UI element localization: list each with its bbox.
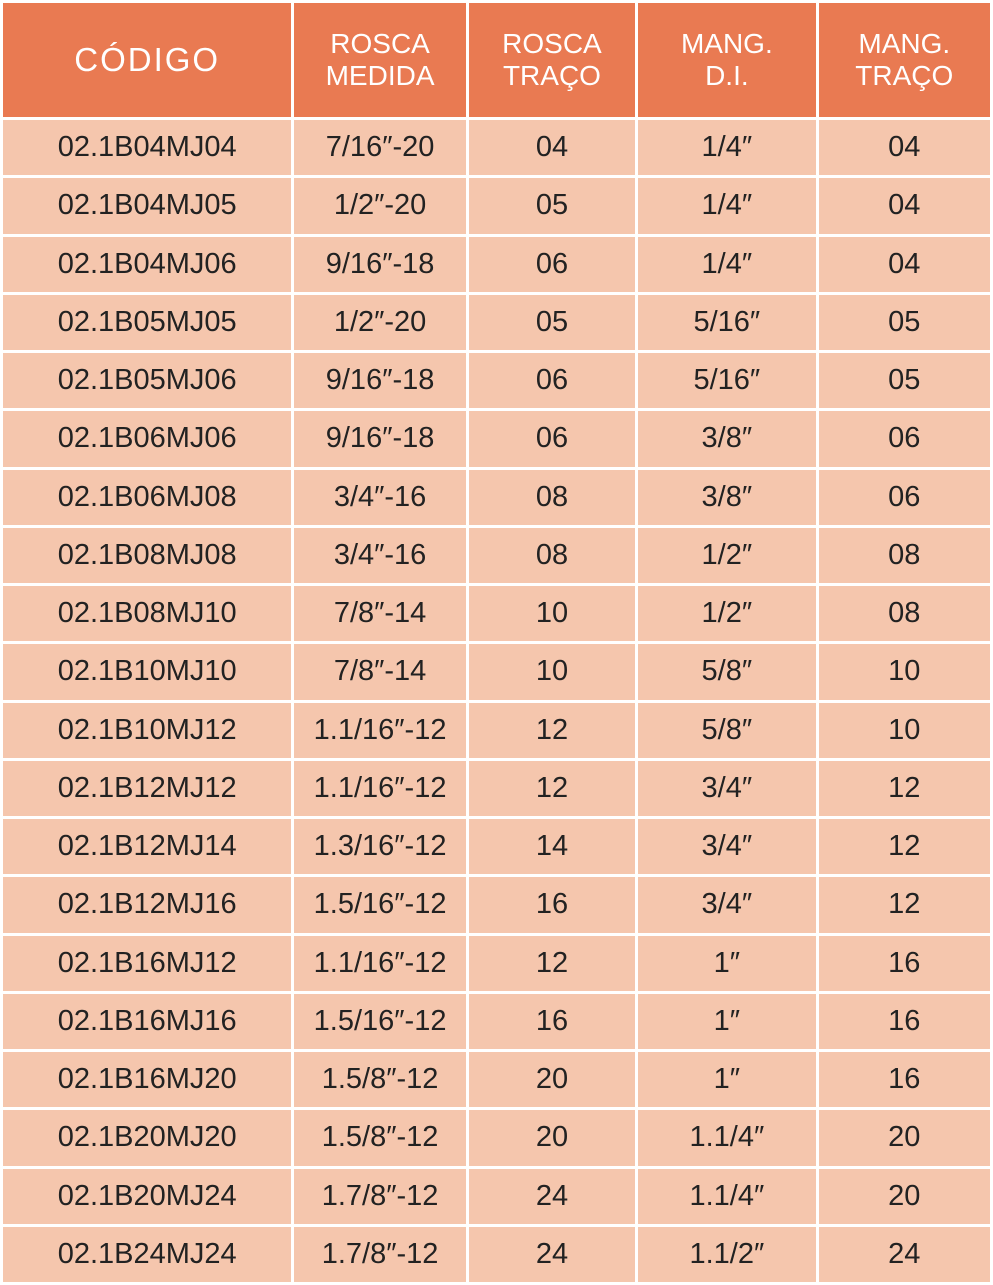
cell-rosca-traco: 24 [469,1169,635,1224]
cell-mang-di: 5/8″ [638,644,815,699]
table-row [3,1227,990,1282]
cell-rosca-traco: 10 [469,586,635,641]
column-header-codigo [3,3,291,117]
cell-rosca-traco: 10 [469,644,635,699]
cell-rosca-traco: 12 [469,703,635,758]
cell-mang-di: 3/4″ [638,819,815,874]
cell-mang-traco: 05 [819,295,990,350]
header-line: MEDIDA [325,60,435,91]
cell-mang-di: 3/4″ [638,761,815,816]
cell-mang-traco: 04 [819,120,990,175]
cell-codigo: 02.1B16MJ20 [3,1052,291,1107]
cell-codigo: 02.1B24MJ24 [3,1227,291,1282]
cell-rosca-traco: 05 [469,178,635,233]
cell-rosca-traco: 16 [469,877,635,932]
cell-mang-traco: 10 [819,644,990,699]
cell-mang-traco: 05 [819,353,990,408]
header-line: ROSCA [330,28,430,59]
cell-rosca-medida: 1.5/8″-12 [294,1110,465,1165]
cell-mang-di: 3/8″ [638,411,815,466]
cell-mang-traco: 06 [819,411,990,466]
cell-codigo: 02.1B06MJ06 [3,411,291,466]
cell-mang-di: 1/4″ [638,237,815,292]
cell-rosca-medida: 7/16″-20 [294,120,465,175]
cell-rosca-medida: 9/16″-18 [294,411,465,466]
cell-codigo: 02.1B08MJ08 [3,528,291,583]
cell-rosca-traco: 04 [469,120,635,175]
cell-codigo: 02.1B12MJ14 [3,819,291,874]
cell-rosca-traco: 24 [469,1227,635,1282]
cell-codigo: 02.1B04MJ06 [3,237,291,292]
header-line: MANG. [680,28,773,59]
cell-rosca-medida: 7/8″-14 [294,644,465,699]
table-row [3,877,990,932]
cell-rosca-medida: 1.7/8″-12 [294,1227,465,1282]
header-row [3,3,990,117]
cell-rosca-traco: 12 [469,936,635,991]
cell-mang-di: 1/4″ [638,120,815,175]
column-header-rosca-traco [469,3,635,117]
table-row [3,120,990,175]
cell-mang-traco: 04 [819,178,990,233]
header-line: ROSCA [502,28,602,59]
cell-mang-traco: 12 [819,761,990,816]
cell-codigo: 02.1B04MJ05 [3,178,291,233]
table-row [3,644,990,699]
table-row [3,411,990,466]
table-row [3,470,990,525]
cell-rosca-medida: 3/4″-16 [294,470,465,525]
table-row [3,295,990,350]
cell-rosca-medida: 1/2″-20 [294,178,465,233]
header-line: TRAÇO [855,60,954,91]
cell-mang-traco: 06 [819,470,990,525]
cell-rosca-medida: 1.5/16″-12 [294,994,465,1049]
cell-codigo: 02.1B16MJ16 [3,994,291,1049]
cell-rosca-medida: 1.1/16″-12 [294,936,465,991]
cell-codigo: 02.1B05MJ05 [3,295,291,350]
table-row [3,1052,990,1107]
cell-rosca-medida: 3/4″-16 [294,528,465,583]
cell-codigo: 02.1B06MJ08 [3,470,291,525]
cell-rosca-medida: 9/16″-18 [294,237,465,292]
cell-mang-di: 5/16″ [638,295,815,350]
cell-rosca-traco: 20 [469,1110,635,1165]
cell-codigo: 02.1B08MJ10 [3,586,291,641]
cell-mang-di: 1″ [638,1052,815,1107]
header-line: D.I. [705,60,749,91]
cell-codigo: 02.1B10MJ12 [3,703,291,758]
cell-rosca-traco: 05 [469,295,635,350]
cell-codigo: 02.1B16MJ12 [3,936,291,991]
cell-rosca-medida: 1.1/16″-12 [294,703,465,758]
cell-mang-di: 1/2″ [638,528,815,583]
cell-rosca-medida: 1/2″-20 [294,295,465,350]
cell-rosca-medida: 9/16″-18 [294,353,465,408]
table-row [3,353,990,408]
table-row [3,761,990,816]
header-line: MANG. [858,28,951,59]
cell-mang-di: 1″ [638,936,815,991]
table-body [3,120,990,1282]
cell-codigo: 02.1B04MJ04 [3,120,291,175]
cell-mang-traco: 20 [819,1169,990,1224]
cell-mang-traco: 16 [819,1052,990,1107]
cell-mang-di: 5/8″ [638,703,815,758]
header-line: TRAÇO [502,60,601,91]
cell-codigo: 02.1B20MJ24 [3,1169,291,1224]
table-row [3,994,990,1049]
table-row [3,528,990,583]
cell-codigo: 02.1B12MJ12 [3,761,291,816]
table-row [3,819,990,874]
cell-rosca-medida: 1.5/8″-12 [294,1052,465,1107]
cell-mang-traco: 20 [819,1110,990,1165]
cell-mang-traco: 12 [819,877,990,932]
cell-rosca-traco: 14 [469,819,635,874]
cell-mang-traco: 16 [819,994,990,1049]
cell-rosca-traco: 16 [469,994,635,1049]
column-header-mang-di [638,3,815,117]
cell-rosca-medida: 1.3/16″-12 [294,819,465,874]
cell-rosca-traco: 20 [469,1052,635,1107]
cell-rosca-medida: 7/8″-14 [294,586,465,641]
table-row [3,586,990,641]
cell-mang-di: 1″ [638,994,815,1049]
table-row [3,178,990,233]
cell-mang-di: 1/4″ [638,178,815,233]
cell-rosca-traco: 12 [469,761,635,816]
cell-codigo: 02.1B12MJ16 [3,877,291,932]
cell-rosca-traco: 08 [469,528,635,583]
cell-rosca-traco: 06 [469,353,635,408]
table-row [3,936,990,991]
cell-rosca-traco: 06 [469,411,635,466]
cell-rosca-traco: 06 [469,237,635,292]
cell-mang-di: 1/2″ [638,586,815,641]
table-row [3,703,990,758]
cell-codigo: 02.1B10MJ10 [3,644,291,699]
cell-mang-di: 1.1/2″ [638,1227,815,1282]
cell-mang-traco: 12 [819,819,990,874]
cell-mang-traco: 04 [819,237,990,292]
table-row [3,237,990,292]
table-row [3,1169,990,1224]
cell-rosca-traco: 08 [469,470,635,525]
cell-mang-traco: 16 [819,936,990,991]
cell-codigo: 02.1B05MJ06 [3,353,291,408]
cell-mang-traco: 08 [819,586,990,641]
cell-mang-di: 1.1/4″ [638,1110,815,1165]
header-line: CÓDIGO [74,41,221,78]
cell-mang-di: 1.1/4″ [638,1169,815,1224]
table-row [3,1110,990,1165]
cell-codigo: 02.1B20MJ20 [3,1110,291,1165]
cell-mang-di: 3/4″ [638,877,815,932]
cell-rosca-medida: 1.5/16″-12 [294,877,465,932]
column-header-rosca-medida [294,3,465,117]
cell-mang-traco: 24 [819,1227,990,1282]
cell-mang-di: 3/8″ [638,470,815,525]
cell-mang-traco: 10 [819,703,990,758]
cell-rosca-medida: 1.7/8″-12 [294,1169,465,1224]
cell-mang-traco: 08 [819,528,990,583]
cell-rosca-medida: 1.1/16″-12 [294,761,465,816]
cell-mang-di: 5/16″ [638,353,815,408]
column-header-mang-traco [819,3,990,117]
